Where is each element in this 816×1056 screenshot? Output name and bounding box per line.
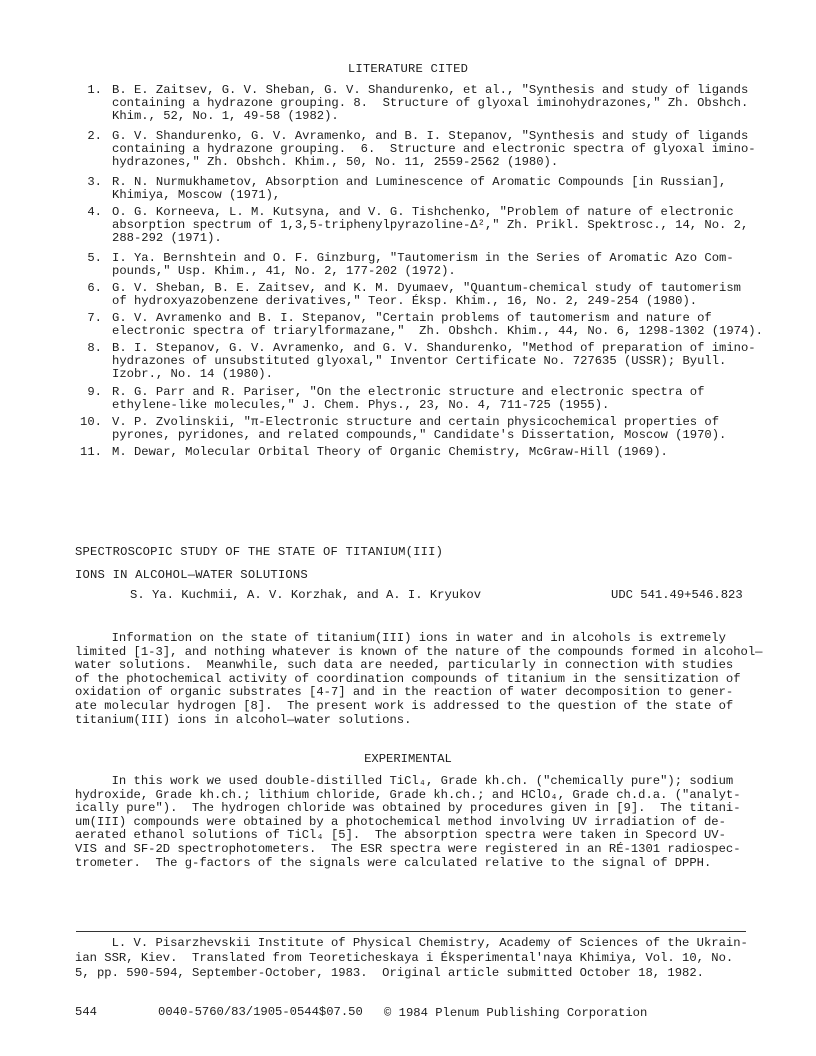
reference-item — [74, 176, 774, 202]
reference-item — [74, 252, 774, 278]
article-title-line-2: IONS IN ALCOHOL—WATER SOLUTIONS — [75, 568, 308, 582]
reference-item — [74, 206, 774, 245]
reference-line: I. Ya. Bernshtein and O. F. Ginzburg, "Tautomerism in the Series of Aromatic Azo Com- — [112, 251, 734, 265]
reference-line: G. V. Shandurenko, G. V. Avramenko, and B. I. Stepanov, "Synthesis and study of ligands — [112, 129, 749, 143]
copyright-notice: © 1984 Plenum Publishing Corporation — [384, 1006, 648, 1020]
reference-line: O. G. Korneeva, L. M. Kutsyna, and V. G. Tishchenko, "Problem of nature of electronic — [112, 205, 734, 219]
reference-line: containing a hydrazone grouping. 6. Structure and electronic spectra of glyoxal imino- — [112, 142, 756, 157]
reference-text — [112, 252, 774, 278]
reference-line: ethylene-like molecules," J. Chem. Phys., 23, No. 4, 711-725 (1955). — [112, 398, 610, 413]
reference-line: hydrazones of unsubstituted glyoxal," Inventor Certificate No. 727635 (USSR); Byull. — [112, 354, 727, 369]
article-code: 0040-5760/83/1905-0544$07.50 — [158, 1005, 363, 1019]
reference-number: 3. — [87, 175, 102, 189]
reference-line: pyrones, pyridones, and related compounds," Candidate's Dissertation, Moscow (1970). — [112, 428, 727, 443]
udc-code: UDC 541.49+546.823 — [611, 588, 743, 602]
article-authors: S. Ya. Kuchmii, A. V. Korzhak, and A. I. Kryukov — [130, 588, 482, 602]
intro-line: ate molecular hydrogen [8]. The present work is addressed to the question of the state of — [75, 698, 734, 713]
experimental-line: In this work we used double-distilled TiCl₄, Grade kh.ch. ("chemically pure"); sodium — [75, 774, 734, 788]
reference-line: of hydroxyazobenzene derivatives," Teor. Éksp. Khim., 16, No. 2, 249-254 (1980). — [112, 294, 698, 309]
reference-text — [112, 130, 774, 169]
page-number: 544 — [75, 1005, 97, 1019]
article-title-line-1: SPECTROSCOPIC STUDY OF THE STATE OF TITANIUM(III) — [75, 545, 444, 559]
reference-number: 4. — [87, 205, 102, 219]
reference-item — [74, 130, 774, 169]
literature-cited-heading: LITERATURE CITED — [347, 62, 469, 76]
reference-text — [112, 84, 774, 123]
reference-number: 6. — [87, 281, 102, 295]
experimental-heading: EXPERIMENTAL — [364, 752, 452, 766]
reference-number: 8. — [87, 341, 102, 355]
reference-text — [112, 446, 774, 459]
reference-item — [74, 342, 774, 381]
article-title — [75, 541, 443, 587]
reference-text — [112, 416, 774, 442]
reference-text — [112, 206, 774, 245]
reference-item — [74, 282, 774, 308]
reference-line: G. V. Sheban, B. E. Zaitsev, and K. M. Dyumaev, "Quantum-chemical study of tautomerism — [112, 281, 741, 295]
reference-item — [74, 312, 774, 338]
reference-line: pounds," Usp. Khim., 41, No. 2, 177-202 (1972). — [112, 264, 456, 279]
intro-line: titanium(III) ions in alcohol—water solutions. — [75, 712, 412, 727]
intro-line: water solutions. Meanwhile, such data are needed, particularly in connection with studies — [75, 658, 734, 673]
reference-line: R. G. Parr and R. Pariser, "On the electronic structure and electronic spectra of — [112, 385, 705, 399]
reference-line: M. Dewar, Molecular Orbital Theory of Organic Chemistry, McGraw-Hill (1969). — [112, 445, 668, 459]
reference-line: V. P. Zvolinskii, "π-Electronic structure and certain physicochemical properties of — [112, 415, 720, 429]
reference-line: R. N. Nurmukhametov, Absorption and Luminescence of Aromatic Compounds [in Russian], — [112, 175, 727, 189]
reference-line: containing a hydrazone grouping. 8. Structure of glyoxal iminohydrazones," Zh. Obshch. — [112, 96, 749, 111]
experimental-line: um(III) compounds were obtained by a photochemical method involving UV irradiation of de- — [75, 814, 726, 829]
reference-line: Izobr., No. 14 (1980). — [112, 367, 273, 382]
reference-line: G. V. Avramenko and B. I. Stepanov, "Certain problems of tautomerism and nature of — [112, 311, 712, 325]
reference-number: 7. — [87, 311, 102, 325]
reference-number: 5. — [87, 251, 102, 265]
intro-line: Information on the state of titanium(III) ions in water and in alcohols is extremely — [75, 631, 726, 645]
reference-number: 1. — [87, 83, 102, 97]
reference-line: hydrazones," Zh. Obshch. Khim., 50, No. 11, 2559-2562 (1980). — [112, 155, 559, 170]
intro-line: oxidation of organic substrates [4-7] and in the reaction of water decomposition to gener- — [75, 685, 734, 700]
reference-item — [74, 386, 774, 412]
reference-text — [112, 342, 774, 381]
experimental-paragraph — [75, 775, 743, 870]
reference-number: 9. — [87, 385, 102, 399]
experimental-line: hydroxide, Grade kh.ch.; lithium chloride, Grade kh.ch.; and HClO₄, Grade ch.d.a. ("analyt- — [75, 787, 741, 802]
reference-line: Khim., 52, No. 1, 49-58 (1982). — [112, 109, 339, 124]
footnote-divider — [76, 931, 746, 932]
reference-number: 2. — [87, 129, 102, 143]
reference-line: 288-292 (1971). — [112, 231, 222, 246]
experimental-line: trometer. The g-factors of the signals were calculated relative to the signal of DPPH. — [75, 855, 712, 870]
reference-text — [112, 282, 774, 308]
reference-text — [112, 176, 774, 202]
intro-paragraph — [75, 631, 763, 727]
footnote-line: 5, pp. 590-594, September-October, 1983. Original article submitted October 18, 1982. — [75, 966, 704, 980]
reference-number: 11. — [80, 445, 102, 459]
intro-line: limited [1-3], and nothing whatever is known of the nature of the compounds formed in alcohol— — [75, 644, 763, 659]
reference-line: B. E. Zaitsev, G. V. Sheban, G. V. Shandurenko, et al., "Synthesis and study of ligands — [112, 83, 749, 97]
reference-line: electronic spectra of triarylformazane," Zh. Obshch. Khim., 44, No. 6, 1298-1302 (1974). — [112, 324, 763, 339]
footnote-line: L. V. Pisarzhevskii Institute of Physical Chemistry, Academy of Sciences of the Ukrain- — [75, 936, 748, 950]
experimental-line: VIS and SF-2D spectrophotometers. The ESR spectra were registered in an RÉ-1301 radiospec- — [75, 841, 741, 856]
reference-text — [112, 312, 774, 338]
experimental-line: aerated ethanol solutions of TiCl₄ [5]. The absorption spectra were taken in Specord UV- — [75, 828, 726, 843]
reference-text — [112, 386, 774, 412]
reference-item — [74, 416, 774, 442]
footnote — [75, 936, 751, 981]
reference-item — [74, 446, 774, 459]
intro-line: of the photochemical activity of coordination compounds of titanium in the sensitization of — [75, 671, 741, 686]
reference-line: absorption spectrum of 1,3,5-triphenylpyrazoline-Δ²," Zh. Prikl. Spektrosc., 14, No. 2, — [112, 218, 749, 233]
reference-item — [74, 84, 774, 123]
footnote-line: ian SSR, Kiev. Translated from Teoreticheskaya i Éksperimental'naya Khimiya, Vol. 10, No. — [75, 951, 734, 965]
reference-number: 10. — [80, 415, 102, 429]
experimental-line: ically pure"). The hydrogen chloride was obtained by procedures given in [9]. The titani- — [75, 801, 741, 816]
reference-line: Khimiya, Moscow (1971), — [112, 188, 281, 203]
reference-line: B. I. Stepanov, G. V. Avramenko, and G. V. Shandurenko, "Method of preparation of imino- — [112, 341, 756, 355]
